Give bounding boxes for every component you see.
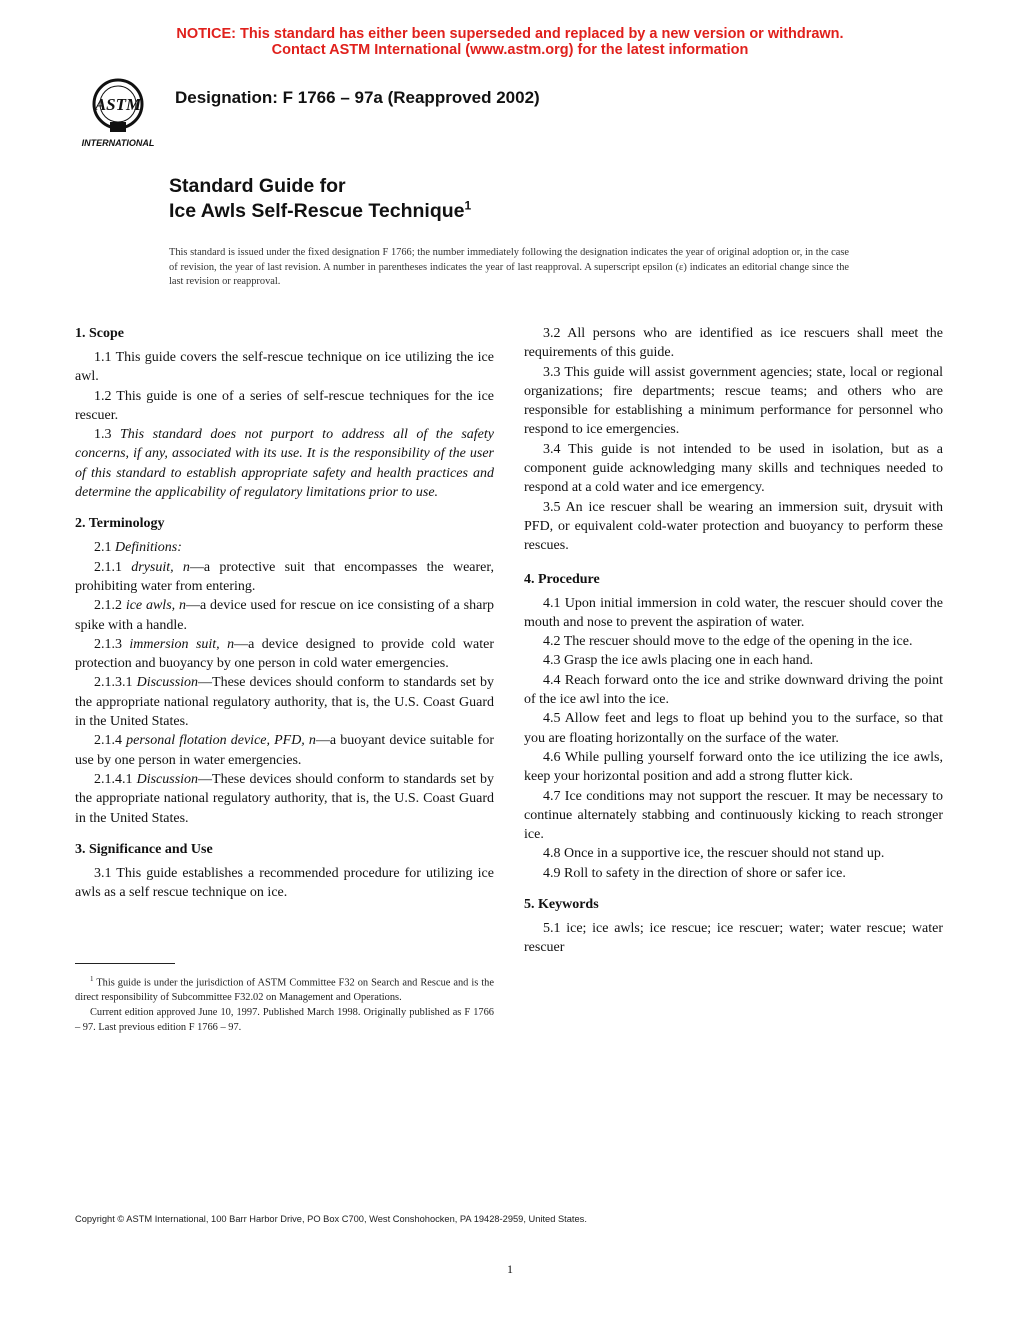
paragraph: 3.1 This guide establishes a recommended procedure for utilizing ice awls as a self rescue technique on ice. — [75, 865, 494, 901]
page-number: 1 — [507, 1262, 513, 1276]
paragraph: 3.5 An ice rescuer shall be wearing an immersion suit, drysuit with PFD, or equivalent cold-water protection and buoyancy to perform these rescues. — [524, 499, 943, 554]
procedure-step: 4.1 Upon initial immersion in cold water, the rescuer should cover the mouth and nose to prevent the aspiration of water. — [524, 595, 943, 630]
footnote — [75, 972, 494, 1035]
copyright: Copyright © ASTM International, 100 Barr Harbor Drive, PO Box C700, West Conshohocken, PA 19428-2959, United States. — [75, 1214, 587, 1224]
section-heading: 5. Keywords — [524, 897, 599, 913]
intro-paragraph: This standard is issued under the fixed designation F 1766; the number immediately following the designation indicates the year of original adoption or, in the case of revision, the year of last revision. A number in parentheses indicates the year of last reapproval. A superscript epsilon (ε) indicates an editorial change since the last revision or reapproval. — [169, 247, 849, 287]
definition: 2.1.3.1 Discussion—These devices should conform to standards set by the appropriate national regulatory authority, that is, the U.S. Coast Guard in the United States. — [75, 675, 494, 730]
definition: 2.1.1 drysuit, n—a protective suit that encompasses the wearer, prohibiting water from entering. — [75, 559, 494, 594]
paragraph: 5.1 ice; ice awls; ice rescue; ice rescuer; water; water rescue; water rescuer — [524, 921, 943, 956]
section-scope — [75, 324, 494, 502]
right-column — [524, 324, 943, 958]
definition: 2.1.2 ice awls, n—a device used for rescue on ice consisting of a sharp spike with a handle. — [75, 598, 495, 633]
section-heading: 2. Terminology — [75, 516, 165, 532]
definition: 2.1.4 personal flotation device, PFD, n—a buoyant device suitable for use by one person in water emergencies. — [75, 733, 495, 768]
procedure-step: 4.8 Once in a supportive ice, the rescuer should not stand up. — [543, 846, 885, 862]
section-terminology — [75, 514, 494, 827]
procedure-step: 4.5 Allow feet and legs to float up behind you to the surface, so that you are floating horizontally on the surface of the water. — [524, 711, 943, 746]
paragraph: 1.3 This standard does not purport to address all of the safety concerns, if any, associated with its use. It is the responsibility of the user of this standard to establish appropriate safety and health practices and determine the applicability of regulatory limitations prior to use. — [75, 427, 494, 501]
definition: 2.1.3 immersion suit, n—a device designed to provide cold water protection and buoyancy by one person in cold water emergencies. — [75, 636, 494, 672]
title-line-1: Standard Guide for — [169, 175, 346, 197]
procedure-step: 4.3 Grasp the ice awls placing one in each hand. — [543, 653, 814, 669]
definition: 2.1.4.1 Discussion—These devices should conform to standards set by the appropriate national regulatory authority, that is, the U.S. Coast Guard in the United States. — [75, 771, 494, 826]
procedure-step: 4.6 While pulling yourself forward onto the ice utilizing the ice awls, keep your horizontal position and add a strong flutter kick. — [524, 749, 943, 785]
page-title — [169, 174, 471, 224]
paragraph: 2.1 Definitions: — [94, 540, 182, 556]
section-heading: 4. Procedure — [524, 571, 600, 587]
title-line-2-text: Ice Awls Self-Rescue Technique — [169, 200, 465, 222]
paragraph: 3.4 This guide is not intended to be used in isolation, but as a component guide acknowledging many skills and techniques needed to respond at a cold water and ice emergency. — [524, 441, 943, 496]
section-procedure — [524, 570, 943, 883]
footnote-paragraph: Current edition approved June 10, 1997. Published March 1998. Originally published as F 1766 – 97. Last previous edition F 1766 – 97. — [75, 1007, 494, 1034]
designation: Designation: F 1766 – 97a (Reapproved 2002) — [175, 88, 540, 107]
section-heading: 3. Significance and Use — [75, 841, 213, 857]
paragraph: 3.2 All persons who are identified as ice rescuers shall meet the requirements of this guide. — [524, 326, 943, 361]
section-significance — [75, 840, 494, 903]
footnote-paragraph: $^1$ This guide is under the jurisdiction of ASTM Committee F32 on Search and Rescue and is the direct responsibility of Subcommittee F32.02 on Management and Operations. — [75, 975, 494, 1004]
astm-logo-icon — [76, 74, 160, 150]
paragraph: 1.1 This guide covers the self-rescue technique on ice utilizing the ice awl. — [75, 350, 494, 385]
logo-subtext: INTERNATIONAL — [81, 138, 155, 148]
paragraph: 3.3 This guide will assist government agencies; state, local or regional organizations; fire departments; rescue teams; and others who are responsible for establishing a minimum performance for personnel who respond to ice emergencies. — [524, 364, 943, 438]
notice-line-1: NOTICE: This standard has either been superseded and replaced by a new version or withdrawn. — [176, 26, 844, 42]
logo-text: ASTM — [94, 95, 142, 114]
procedure-step: 4.4 Reach forward onto the ice and strike downward driving the point of the ice awl into the ice. — [524, 672, 943, 708]
procedure-step: 4.2 The rescuer should move to the edge of the opening in the ice. — [543, 634, 913, 650]
procedure-step: 4.7 Ice conditions may not support the rescuer. It may be necessary to continue alternately stabbing and continuously kicking to reach stronger ice. — [524, 788, 943, 843]
section-keywords — [524, 895, 943, 958]
title-footnote-ref: 1 — [464, 198, 472, 213]
title-line-2 — [169, 199, 471, 224]
paragraph: 1.2 This guide is one of a series of self-rescue techniques for the ice rescuer. — [75, 388, 494, 423]
left-column — [75, 324, 494, 902]
withdrawal-notice — [0, 26, 1020, 58]
notice-line-2: Contact ASTM International (www.astm.org) for the latest information — [271, 42, 749, 58]
procedure-step: 4.9 Roll to safety in the direction of shore or safer ice. — [543, 865, 846, 881]
footnote-divider — [75, 963, 175, 964]
section-heading: 1. Scope — [75, 326, 124, 341]
